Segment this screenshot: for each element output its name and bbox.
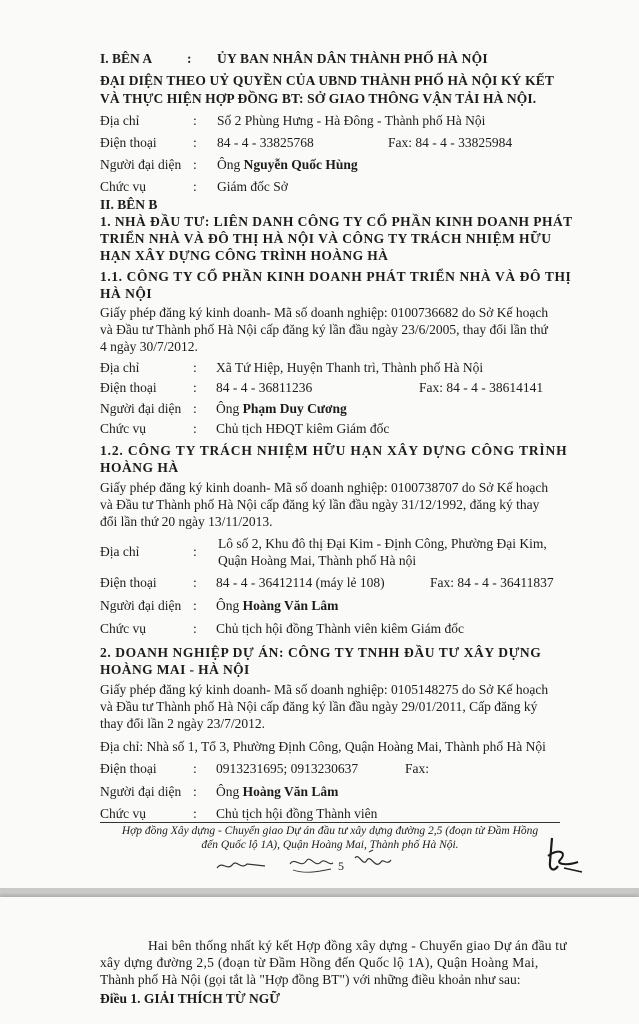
position-label: Chức vụ — [100, 421, 146, 436]
company-2-position: Chủ tịch hội đồng Thành viên kiêm Giám đốc — [216, 621, 464, 636]
party-a-name: ỦY BAN NHÂN DÂN THÀNH PHỐ HÀ NỘI — [217, 51, 488, 66]
project-company-license-line-2: và Đầu tư Thành phố Hà Nội cấp đăng ký lần đầu ngày 29/01/2011, Cấp đăng ký — [100, 699, 538, 714]
project-company-heading-line-2: HOÀNG MAI - HÀ NỘI — [100, 662, 250, 677]
company-2-heading-line-2: HOÀNG HÀ — [100, 460, 179, 475]
party-a-fax: Fax: 84 - 4 - 33825984 — [388, 135, 513, 150]
company-2-representative — [216, 597, 338, 614]
footer-divider — [100, 822, 560, 823]
phone-label: Điện thoại — [100, 135, 157, 150]
agreement-paragraph-line-3: Thành phố Hà Nội (gọi tắt là "Hợp đồng BT") với những điều khoản như sau: — [100, 972, 521, 987]
company-1-heading-line-1: 1.1. CÔNG TY CỔ PHẦN KINH DOANH PHÁT TRIỂN NHÀ VÀ ĐÔ THỊ — [100, 269, 572, 284]
representative-label: Người đại diện — [100, 157, 182, 172]
address-label: Địa chỉ — [100, 544, 140, 559]
party-a-address: Số 2 Phùng Hưng - Hà Đông - Thành phố Hà Nội — [217, 113, 486, 128]
company-1-license-line-3: 4 ngày 30/7/2012. — [100, 339, 198, 354]
colon: : — [193, 421, 197, 436]
company-1-phone: 84 - 4 - 36811236 — [216, 380, 313, 395]
colon: : — [193, 621, 197, 636]
position-label: Chức vụ — [100, 179, 146, 194]
company-1-license-line-2: và Đầu tư Thành phố Hà Nội cấp đăng ký lần đầu ngày 23/6/2005, thay đổi lần thứ — [100, 322, 548, 337]
representative-label: Người đại diện — [100, 784, 182, 799]
position-label: Chức vụ — [100, 621, 146, 636]
company-1-representative — [216, 400, 347, 417]
phone-label: Điện thoại — [100, 380, 157, 395]
colon: : — [193, 806, 197, 821]
company-2-phone: 84 - 4 - 36412114 (máy lẻ 108) — [216, 575, 385, 590]
phone-label: Điện thoại — [100, 575, 157, 590]
company-2-license-line-3: đổi lần thứ 20 ngày 13/11/2013. — [100, 514, 273, 529]
agreement-paragraph-line-1: Hai bên thống nhất ký kết Hợp đồng xây dựng - Chuyển giao Dự án đầu tư — [148, 938, 567, 953]
contract-page-2 — [0, 897, 639, 1024]
company-1-position: Chủ tịch HĐQT kiêm Giám đốc — [216, 421, 390, 436]
rep-prefix: Ông — [216, 401, 243, 416]
article-1-heading: Điều 1. GIẢI THÍCH TỪ NGỮ — [100, 991, 281, 1006]
signature-icon — [538, 832, 588, 880]
investor-line-3: HẠN XÂY DỰNG CÔNG TRÌNH HOÀNG HÀ — [100, 248, 389, 263]
phone-label: Điện thoại — [100, 761, 157, 776]
colon: : — [193, 113, 197, 128]
colon: : — [193, 360, 197, 375]
project-company-address: Địa chỉ: Nhà số 1, Tổ 3, Phường Định Công, Quận Hoàng Mai, Thành phố Hà Nội — [100, 739, 546, 754]
party-b-heading: II. BÊN B — [100, 197, 158, 212]
company-1-address: Xã Tứ Hiệp, Huyện Thanh trì, Thành phố Hà Nội — [216, 360, 484, 375]
company-2-license-line-1: Giấy phép đăng ký kinh doanh- Mã số doanh nghiệp: 0100738707 do Sở Kế hoạch — [100, 480, 549, 495]
footer-line-2: đến Quốc lộ 1A), Quận Hoàng Mai, Thành phố Hà Nội. — [201, 839, 459, 851]
position-label: Chức vụ — [100, 806, 146, 821]
company-2-address-line-1: Lô số 2, Khu đô thị Đại Kim - Định Công, Phường Đại Kim, — [218, 536, 547, 551]
address-label: Địa chỉ — [100, 113, 140, 128]
colon: : — [187, 51, 192, 66]
colon: : — [193, 761, 197, 776]
project-company-representative — [216, 783, 338, 800]
party-a-representative-line-2: VÀ THỰC HIỆN HỢP ĐỒNG BT: SỞ GIAO THÔNG VẬN TẢI HÀ NỘI. — [100, 91, 537, 106]
colon: : — [193, 401, 197, 416]
company-2-license-line-2: và Đầu tư Thành phố Hà Nội cấp đăng ký lần đầu ngày 31/12/1992, đăng ký thay — [100, 497, 540, 512]
colon: : — [193, 544, 197, 559]
colon: : — [193, 598, 197, 613]
project-company-position: Chủ tịch hội đồng Thành viên — [216, 806, 378, 821]
colon: : — [193, 157, 197, 172]
party-a-phone: 84 - 4 - 33825768 — [217, 135, 314, 150]
colon: : — [193, 135, 197, 150]
investor-line-1: 1. NHÀ ĐẦU TƯ: LIÊN DANH CÔNG TY CỔ PHẦN KINH DOANH PHÁT — [100, 214, 573, 229]
colon: : — [193, 784, 197, 799]
project-company-heading-line-1: 2. DOANH NGHIỆP DỰ ÁN: CÔNG TY TNHH ĐẦU TƯ XÂY DỰNG — [100, 645, 542, 660]
address-label: Địa chỉ — [100, 360, 140, 375]
rep-prefix: Ông — [217, 157, 244, 172]
rep-prefix: Ông — [216, 598, 243, 613]
colon: : — [193, 380, 197, 395]
company-1-fax: Fax: 84 - 4 - 38614141 — [419, 380, 544, 395]
colon: : — [193, 575, 197, 590]
representative-label: Người đại diện — [100, 598, 182, 613]
project-company-license-line-1: Giấy phép đăng ký kinh doanh- Mã số doanh nghiệp: 0105148275 do Sở Kế hoạch — [100, 682, 549, 697]
investor-line-2: TRIỂN NHÀ VÀ ĐÔ THỊ HÀ NỘI VÀ CÔNG TY TRÁCH NHIỆM HỮU — [100, 231, 552, 246]
rep-name: Nguyễn Quốc Hùng — [243, 157, 358, 172]
initial-mark: 5 — [338, 859, 344, 873]
party-a-heading: I. BÊN A — [100, 51, 153, 66]
project-company-phone: 0913231695; 0913230637 — [216, 761, 359, 776]
rep-name: Hoàng Văn Lâm — [242, 598, 339, 613]
company-1-license-line-1: Giấy phép đăng ký kinh doanh- Mã số doanh nghiệp: 0100736682 do Sở Kế hoạch — [100, 305, 549, 320]
company-2-fax: Fax: 84 - 4 - 36411837 — [430, 575, 554, 590]
party-a-position: Giám đốc Sở — [217, 179, 288, 194]
project-company-fax: Fax: — [405, 761, 430, 776]
project-company-license-line-3: thay đổi lần 2 ngày 23/7/2012. — [100, 716, 265, 731]
representative-label: Người đại diện — [100, 401, 182, 416]
party-a-representative — [217, 156, 358, 173]
rep-name: Phạm Duy Cương — [242, 401, 347, 416]
initials-signature-icon — [205, 848, 405, 878]
company-1-heading-line-2: HÀ NỘI — [100, 286, 153, 301]
company-2-address-line-2: Quận Hoàng Mai, Thành phố Hà nội — [218, 553, 417, 568]
rep-name: Hoàng Văn Lâm — [242, 784, 339, 799]
company-2-heading-line-1: 1.2. CÔNG TY TRÁCH NHIỆM HỮU HẠN XÂY DỰNG CÔNG TRÌNH — [100, 443, 568, 458]
colon: : — [193, 179, 197, 194]
party-a-representative-line-1: ĐẠI DIỆN THEO UỶ QUYỀN CỦA UBND THÀNH PHỐ HÀ NỘI KÝ KẾT — [100, 73, 555, 88]
footer-line-1: Hợp đồng Xây dựng - Chuyển giao Dự án đầu tư xây dựng đường 2,5 (đoạn từ Đầm Hồng — [121, 825, 539, 837]
rep-prefix: Ông — [216, 784, 243, 799]
agreement-paragraph-line-2: xây dựng đường 2,5 (đoạn từ Đầm Hồng đến Quốc lộ 1A), Quận Hoàng Mai, — [100, 955, 539, 970]
